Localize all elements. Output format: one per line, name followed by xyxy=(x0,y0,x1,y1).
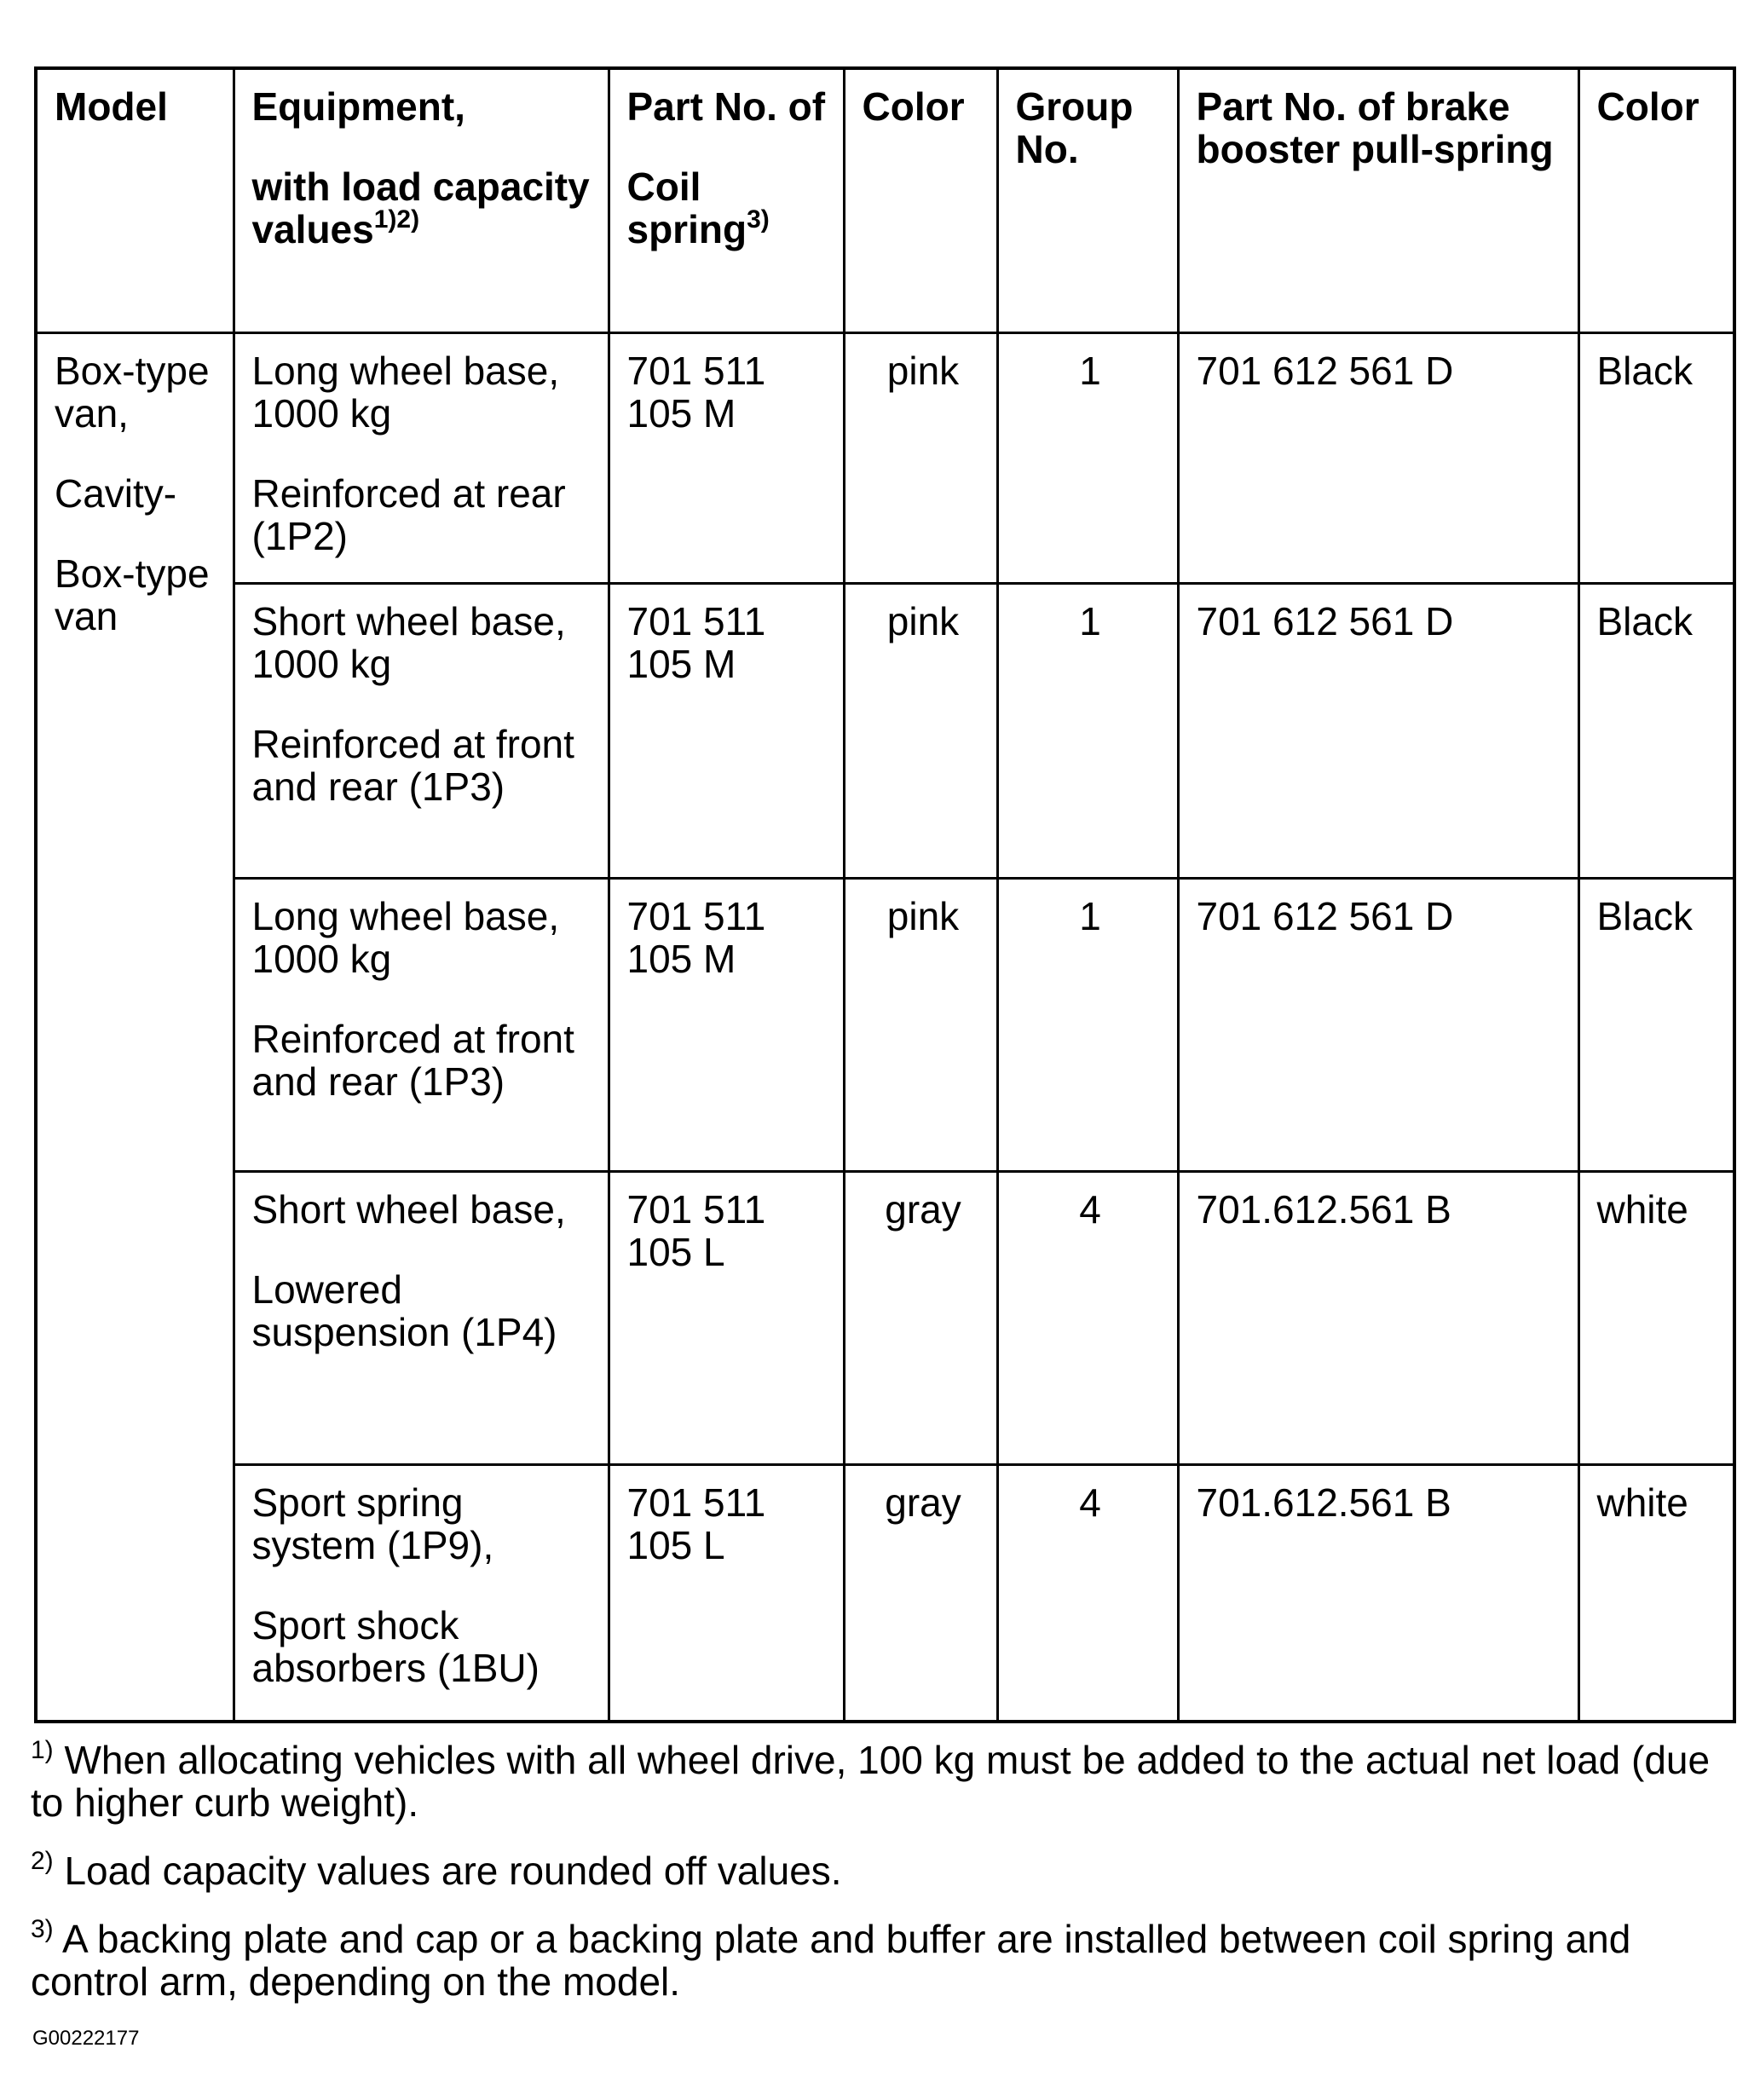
color-cell: pink xyxy=(844,583,997,878)
footnote-1 xyxy=(31,1736,1735,1825)
equipment-cell: Long wheel base, 1000 kg Reinforced at rear (1P2) xyxy=(234,332,609,583)
part-no-cell: 701 511 105 M xyxy=(609,878,844,1171)
brake-color-cell: white xyxy=(1578,1171,1734,1464)
spring-spec-table xyxy=(34,66,1736,1723)
equipment-cell: Short wheel base, Lowered suspension (1P4) xyxy=(234,1171,609,1464)
table-row xyxy=(36,878,1734,1171)
equipment-cell: Long wheel base, 1000 kg Reinforced at front and rear (1P3) xyxy=(234,878,609,1171)
color-cell: gray xyxy=(844,1171,997,1464)
header-part-no xyxy=(609,68,844,332)
part-no-cell: 701 511 105 M xyxy=(609,583,844,878)
brake-color-cell: Black xyxy=(1578,332,1734,583)
header-brake-color: Color xyxy=(1578,68,1734,332)
header-group-no: Group No. xyxy=(997,68,1178,332)
brake-part-no-cell: 701 612 561 D xyxy=(1178,878,1578,1171)
footnote-text: When allocating vehicles with all wheel drive, 100 kg must be added to the actual net load (due to higher curb weight). xyxy=(31,1738,1711,1825)
footnote-marker: 1) xyxy=(31,1736,54,1764)
group-cell: 4 xyxy=(997,1464,1178,1722)
footnote-text: A backing plate and cap or a backing plate and buffer are installed between coil spring and control arm, depending on the model. xyxy=(31,1917,1631,2004)
table-row xyxy=(36,583,1734,878)
color-cell: pink xyxy=(844,332,997,583)
group-cell: 1 xyxy=(997,583,1178,878)
header-color: Color xyxy=(844,68,997,332)
header-row xyxy=(36,68,1734,332)
table-row xyxy=(36,332,1734,583)
footnote-marker: 2) xyxy=(31,1847,54,1875)
model-line1: Box-type van, xyxy=(55,348,210,436)
header-brake-part-no: Part No. of brake booster pull-spring xyxy=(1178,68,1578,332)
equipment-cell: Short wheel base, 1000 kg Reinforced at front and rear (1P3) xyxy=(234,583,609,878)
brake-color-cell: Black xyxy=(1578,878,1734,1171)
part-no-cell: 701 511 105 L xyxy=(609,1171,844,1464)
part-no-cell: 701 511 105 M xyxy=(609,332,844,583)
header-part-no-line1: Part No. of xyxy=(626,84,826,129)
group-cell: 1 xyxy=(997,878,1178,1171)
model-cell xyxy=(36,332,234,1722)
header-part-no-line2: Coil spring xyxy=(626,164,747,251)
brake-color-cell: Black xyxy=(1578,583,1734,878)
figure-id: G00222177 xyxy=(32,2027,140,2050)
brake-color-cell: white xyxy=(1578,1464,1734,1722)
brake-part-no-cell: 701.612.561 B xyxy=(1178,1464,1578,1722)
header-equipment-line1: Equipment, xyxy=(251,84,465,129)
footnotes xyxy=(31,1736,1735,2028)
group-cell: 4 xyxy=(997,1171,1178,1464)
footnote-text: Load capacity values are rounded off values. xyxy=(64,1849,842,1893)
equipment-cell: Sport spring system (1P9), Sport shock absorbers (1BU) xyxy=(234,1464,609,1722)
model-line2: Cavity- xyxy=(55,470,177,516)
color-cell: gray xyxy=(844,1464,997,1722)
footnote-3 xyxy=(31,1915,1735,2004)
part-no-cell: 701 511 105 L xyxy=(609,1464,844,1722)
footnote-marker: 3) xyxy=(31,1915,54,1943)
model-line3: Box-type van xyxy=(55,551,210,638)
color-cell: pink xyxy=(844,878,997,1171)
footnote-2 xyxy=(31,1849,1735,1892)
header-equipment-line2: with load capacity values xyxy=(251,164,590,251)
header-equipment xyxy=(234,68,609,332)
brake-part-no-cell: 701 612 561 D xyxy=(1178,583,1578,878)
brake-part-no-cell: 701 612 561 D xyxy=(1178,332,1578,583)
table-row xyxy=(36,1171,1734,1464)
brake-part-no-cell: 701.612.561 B xyxy=(1178,1171,1578,1464)
header-model: Model xyxy=(36,68,234,332)
table-row xyxy=(36,1464,1734,1722)
group-cell: 1 xyxy=(997,332,1178,583)
header-equipment-footnote-ref: 1)2) xyxy=(373,205,420,234)
header-part-no-footnote-ref: 3) xyxy=(747,205,770,234)
